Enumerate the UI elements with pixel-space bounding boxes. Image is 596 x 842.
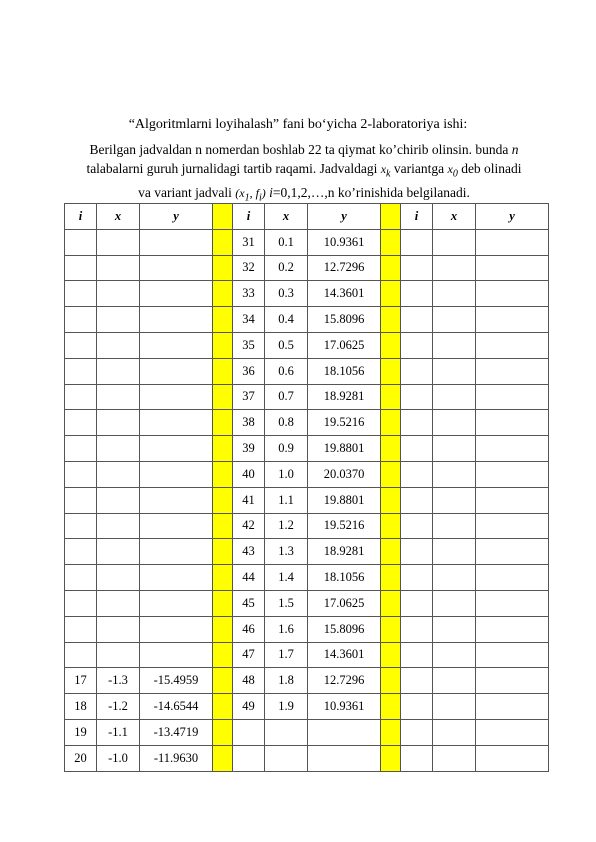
header-i-right: i	[401, 204, 433, 230]
middle-cell-x: 1.2	[265, 513, 308, 539]
middle-cell-x: 0.1	[265, 229, 308, 255]
left-cell-x	[97, 487, 140, 513]
yellow-divider	[381, 229, 401, 255]
yellow-divider	[213, 410, 233, 436]
left-cell-y: -15.4959	[140, 668, 213, 694]
middle-cell-i: 39	[233, 436, 265, 462]
yellow-divider	[381, 694, 401, 720]
middle-cell-y: 14.3601	[308, 642, 381, 668]
right-cell-y	[476, 719, 549, 745]
middle-cell-y: 19.5216	[308, 513, 381, 539]
yellow-divider	[213, 281, 233, 307]
middle-cell-i: 35	[233, 332, 265, 358]
right-cell-x	[433, 384, 476, 410]
left-cell-x: -1.0	[97, 745, 140, 771]
right-cell-i	[401, 229, 433, 255]
page-title: “Algoritmlarni loyihalash” fani bo‘yicha 2-laboratoriya ishi:	[128, 117, 468, 132]
table-header-row	[65, 204, 549, 230]
right-cell-x	[433, 565, 476, 591]
middle-cell-i: 44	[233, 565, 265, 591]
right-cell-x	[433, 255, 476, 281]
right-cell-i	[401, 332, 433, 358]
table-row	[65, 745, 549, 771]
middle-cell-i: 45	[233, 590, 265, 616]
left-cell-x	[97, 642, 140, 668]
header-y-right: y	[476, 204, 549, 230]
right-cell-y	[476, 410, 549, 436]
table-row	[65, 539, 549, 565]
yellow-divider	[213, 358, 233, 384]
yellow-divider	[381, 719, 401, 745]
yellow-divider	[381, 745, 401, 771]
middle-cell-y: 19.5216	[308, 410, 381, 436]
right-cell-y	[476, 436, 549, 462]
yellow-divider	[213, 719, 233, 745]
right-cell-i	[401, 745, 433, 771]
yellow-divider	[381, 204, 401, 230]
right-cell-y	[476, 332, 549, 358]
header-i-middle: i	[233, 204, 265, 230]
var-i: i	[269, 185, 273, 201]
table-row	[65, 410, 549, 436]
middle-cell-y: 18.9281	[308, 384, 381, 410]
table-row	[65, 229, 549, 255]
right-cell-x	[433, 642, 476, 668]
yellow-divider	[213, 332, 233, 358]
middle-cell-i: 33	[233, 281, 265, 307]
yellow-divider	[381, 616, 401, 642]
left-cell-y	[140, 281, 213, 307]
right-cell-i	[401, 642, 433, 668]
table-row	[65, 487, 549, 513]
yellow-divider	[381, 461, 401, 487]
left-cell-i	[65, 410, 97, 436]
middle-cell-y: 12.7296	[308, 668, 381, 694]
right-cell-y	[476, 590, 549, 616]
table-row	[65, 358, 549, 384]
table-row	[65, 461, 549, 487]
yellow-divider	[213, 487, 233, 513]
header-x-middle: x	[265, 204, 308, 230]
table-row	[65, 384, 549, 410]
middle-cell-x: 1.4	[265, 565, 308, 591]
right-cell-y	[476, 461, 549, 487]
right-cell-x	[433, 513, 476, 539]
yellow-divider	[381, 358, 401, 384]
left-cell-x	[97, 255, 140, 281]
left-cell-x	[97, 229, 140, 255]
yellow-divider	[381, 384, 401, 410]
right-cell-i	[401, 616, 433, 642]
var-n: n	[511, 142, 519, 157]
yellow-divider	[381, 410, 401, 436]
desc-line1: Berilgan jadvaldan n nomerdan boshlab 22 ta qiymat ko’chirib olinsin. bunda	[89, 142, 512, 157]
yellow-divider	[381, 487, 401, 513]
right-cell-i	[401, 590, 433, 616]
yellow-divider	[213, 307, 233, 333]
yellow-divider	[213, 255, 233, 281]
left-cell-x	[97, 436, 140, 462]
left-cell-y	[140, 410, 213, 436]
middle-cell-x: 0.5	[265, 332, 308, 358]
right-cell-i	[401, 565, 433, 591]
middle-cell-x: 1.7	[265, 642, 308, 668]
right-cell-x	[433, 616, 476, 642]
left-cell-x	[97, 539, 140, 565]
left-cell-x	[97, 616, 140, 642]
yellow-divider	[213, 590, 233, 616]
right-cell-i	[401, 461, 433, 487]
desc-line2a: talabalarni guruh jurnalidagi tartib raqami. Jadvaldagi	[86, 161, 381, 176]
middle-cell-x	[265, 745, 308, 771]
left-cell-x: -1.1	[97, 719, 140, 745]
math-pair: ($x_1$, $f_i$)	[235, 186, 266, 204]
left-cell-i	[65, 513, 97, 539]
yellow-divider	[381, 642, 401, 668]
left-cell-i	[65, 384, 97, 410]
left-cell-x	[97, 461, 140, 487]
left-cell-i	[65, 358, 97, 384]
middle-cell-i: 40	[233, 461, 265, 487]
middle-cell-i: 48	[233, 668, 265, 694]
middle-cell-y: 17.0625	[308, 332, 381, 358]
right-cell-x	[433, 719, 476, 745]
right-cell-x	[433, 694, 476, 720]
left-cell-i	[65, 461, 97, 487]
middle-cell-x: 1.5	[265, 590, 308, 616]
table-row	[65, 255, 549, 281]
left-cell-y	[140, 358, 213, 384]
left-cell-i	[65, 487, 97, 513]
right-cell-i	[401, 384, 433, 410]
left-cell-y	[140, 539, 213, 565]
middle-cell-x: 0.6	[265, 358, 308, 384]
left-cell-y	[140, 590, 213, 616]
right-cell-y	[476, 358, 549, 384]
right-cell-i	[401, 694, 433, 720]
left-cell-i	[65, 539, 97, 565]
middle-cell-y: 12.7296	[308, 255, 381, 281]
left-cell-x	[97, 513, 140, 539]
middle-cell-i: 34	[233, 307, 265, 333]
right-cell-x	[433, 461, 476, 487]
middle-cell-x: 1.1	[265, 487, 308, 513]
middle-cell-i: 31	[233, 229, 265, 255]
middle-cell-x	[265, 719, 308, 745]
middle-cell-x: 1.3	[265, 539, 308, 565]
variant-table	[64, 203, 549, 772]
right-cell-y	[476, 255, 549, 281]
left-cell-y	[140, 487, 213, 513]
middle-cell-x: 1.6	[265, 616, 308, 642]
left-cell-y	[140, 461, 213, 487]
left-cell-i	[65, 616, 97, 642]
table-row	[65, 332, 549, 358]
right-cell-y	[476, 694, 549, 720]
middle-cell-y: 10.9361	[308, 229, 381, 255]
header-y-middle: y	[308, 204, 381, 230]
yellow-divider	[213, 539, 233, 565]
middle-cell-i	[233, 745, 265, 771]
yellow-divider	[213, 642, 233, 668]
table-row	[65, 642, 549, 668]
table-row	[65, 513, 549, 539]
middle-cell-x: 0.3	[265, 281, 308, 307]
middle-cell-x: 1.0	[265, 461, 308, 487]
left-cell-i	[65, 332, 97, 358]
header-x-right: x	[433, 204, 476, 230]
right-cell-i	[401, 487, 433, 513]
left-cell-x	[97, 332, 140, 358]
left-cell-i	[65, 281, 97, 307]
left-cell-i: 17	[65, 668, 97, 694]
right-cell-i	[401, 668, 433, 694]
left-cell-x: -1.2	[97, 694, 140, 720]
middle-cell-y: 17.0625	[308, 590, 381, 616]
yellow-divider	[213, 616, 233, 642]
right-cell-y	[476, 565, 549, 591]
left-cell-y	[140, 255, 213, 281]
header-x-left: x	[97, 204, 140, 230]
right-cell-i	[401, 255, 433, 281]
table-row	[65, 565, 549, 591]
middle-cell-y: 18.9281	[308, 539, 381, 565]
yellow-divider	[381, 332, 401, 358]
table-row	[65, 616, 549, 642]
desc-line2b: variantga	[390, 161, 448, 176]
middle-cell-i: 41	[233, 487, 265, 513]
middle-cell-x: 0.8	[265, 410, 308, 436]
table-row	[65, 307, 549, 333]
right-cell-i	[401, 307, 433, 333]
middle-cell-y	[308, 745, 381, 771]
left-cell-i	[65, 590, 97, 616]
middle-cell-i: 37	[233, 384, 265, 410]
right-cell-y	[476, 281, 549, 307]
middle-cell-y: 18.1056	[308, 358, 381, 384]
left-cell-y	[140, 565, 213, 591]
task-description	[66, 140, 542, 208]
right-cell-x	[433, 745, 476, 771]
desc-line3c: =0,1,2,…,n ko’rinishida belgilanadi.	[272, 185, 470, 201]
header-i-left: i	[65, 204, 97, 230]
yellow-divider	[213, 745, 233, 771]
middle-cell-y: 18.1056	[308, 565, 381, 591]
right-cell-y	[476, 668, 549, 694]
yellow-divider	[381, 281, 401, 307]
right-cell-x	[433, 590, 476, 616]
right-cell-i	[401, 719, 433, 745]
right-cell-x	[433, 332, 476, 358]
table-row	[65, 436, 549, 462]
yellow-divider	[381, 436, 401, 462]
yellow-divider	[381, 307, 401, 333]
left-cell-i	[65, 255, 97, 281]
right-cell-y	[476, 229, 549, 255]
middle-cell-y: 20.0370	[308, 461, 381, 487]
left-cell-x	[97, 565, 140, 591]
middle-cell-x: 1.8	[265, 668, 308, 694]
right-cell-x	[433, 358, 476, 384]
left-cell-y	[140, 642, 213, 668]
left-cell-x: -1.3	[97, 668, 140, 694]
right-cell-i	[401, 539, 433, 565]
right-cell-y	[476, 384, 549, 410]
table-row	[65, 668, 549, 694]
middle-cell-x: 0.4	[265, 307, 308, 333]
right-cell-x	[433, 668, 476, 694]
left-cell-y: -13.4719	[140, 719, 213, 745]
table-row	[65, 281, 549, 307]
middle-cell-y: 15.8096	[308, 616, 381, 642]
yellow-divider	[213, 694, 233, 720]
yellow-divider	[213, 668, 233, 694]
right-cell-i	[401, 410, 433, 436]
yellow-divider	[213, 461, 233, 487]
right-cell-y	[476, 642, 549, 668]
math-x0: $x_0$	[447, 162, 458, 180]
left-cell-x	[97, 590, 140, 616]
right-cell-x	[433, 436, 476, 462]
math-xk: $x_k$	[380, 162, 391, 180]
desc-line2c: deb olinadi	[457, 161, 522, 176]
right-cell-y	[476, 745, 549, 771]
middle-cell-y: 19.8801	[308, 436, 381, 462]
left-cell-x	[97, 358, 140, 384]
middle-cell-y: 19.8801	[308, 487, 381, 513]
left-cell-i	[65, 436, 97, 462]
right-cell-x	[433, 229, 476, 255]
yellow-divider	[381, 539, 401, 565]
right-cell-y	[476, 616, 549, 642]
header-y-left: y	[140, 204, 213, 230]
middle-cell-y: 10.9361	[308, 694, 381, 720]
middle-cell-x: 1.9	[265, 694, 308, 720]
right-cell-x	[433, 281, 476, 307]
right-cell-y	[476, 487, 549, 513]
middle-cell-i: 42	[233, 513, 265, 539]
left-cell-i: 18	[65, 694, 97, 720]
yellow-divider	[213, 513, 233, 539]
yellow-divider	[381, 255, 401, 281]
left-cell-i	[65, 307, 97, 333]
yellow-divider	[213, 229, 233, 255]
middle-cell-i: 36	[233, 358, 265, 384]
left-cell-y	[140, 307, 213, 333]
middle-cell-i: 32	[233, 255, 265, 281]
right-cell-x	[433, 410, 476, 436]
right-cell-i	[401, 513, 433, 539]
middle-cell-i: 38	[233, 410, 265, 436]
left-cell-y	[140, 332, 213, 358]
right-cell-y	[476, 307, 549, 333]
right-cell-x	[433, 539, 476, 565]
left-cell-i	[65, 229, 97, 255]
left-cell-y	[140, 616, 213, 642]
table-row	[65, 694, 549, 720]
left-cell-i	[65, 565, 97, 591]
yellow-divider	[381, 668, 401, 694]
right-cell-y	[476, 539, 549, 565]
left-cell-i: 20	[65, 745, 97, 771]
yellow-divider	[381, 565, 401, 591]
left-cell-i	[65, 642, 97, 668]
middle-cell-x: 0.9	[265, 436, 308, 462]
left-cell-x	[97, 384, 140, 410]
desc-line3a: va variant jadvali	[138, 185, 236, 201]
middle-cell-i: 46	[233, 616, 265, 642]
left-cell-y	[140, 384, 213, 410]
middle-cell-y: 15.8096	[308, 307, 381, 333]
yellow-divider	[381, 590, 401, 616]
left-cell-i: 19	[65, 719, 97, 745]
middle-cell-i: 43	[233, 539, 265, 565]
right-cell-x	[433, 487, 476, 513]
table-row	[65, 719, 549, 745]
middle-cell-y: 14.3601	[308, 281, 381, 307]
middle-cell-i	[233, 719, 265, 745]
right-cell-y	[476, 513, 549, 539]
middle-cell-i: 49	[233, 694, 265, 720]
middle-cell-y	[308, 719, 381, 745]
middle-cell-x: 0.7	[265, 384, 308, 410]
yellow-divider	[381, 513, 401, 539]
left-cell-y	[140, 229, 213, 255]
left-cell-x	[97, 307, 140, 333]
table-row	[65, 590, 549, 616]
right-cell-i	[401, 281, 433, 307]
middle-cell-i: 47	[233, 642, 265, 668]
right-cell-i	[401, 436, 433, 462]
right-cell-i	[401, 358, 433, 384]
left-cell-y	[140, 436, 213, 462]
middle-cell-x: 0.2	[265, 255, 308, 281]
left-cell-x	[97, 281, 140, 307]
right-cell-x	[433, 307, 476, 333]
yellow-divider	[213, 565, 233, 591]
left-cell-y: -11.9630	[140, 745, 213, 771]
yellow-divider	[213, 436, 233, 462]
left-cell-y: -14.6544	[140, 694, 213, 720]
left-cell-y	[140, 513, 213, 539]
yellow-divider	[213, 384, 233, 410]
yellow-divider	[213, 204, 233, 230]
left-cell-x	[97, 410, 140, 436]
